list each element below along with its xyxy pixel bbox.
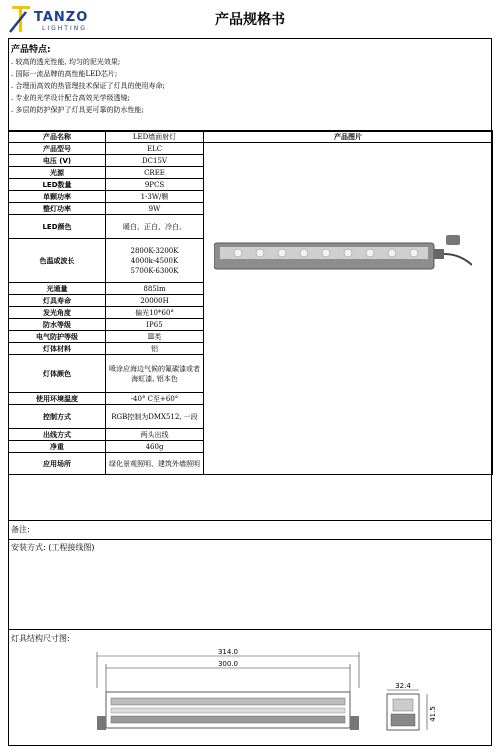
spec-key: 控制方式 xyxy=(9,405,106,429)
picture-header: 产品图片 xyxy=(204,131,493,143)
spec-key: 电气防护等级 xyxy=(9,331,106,343)
spec-value: -40° C至+60° xyxy=(106,393,204,405)
spec-key: 应用场所 xyxy=(9,453,106,475)
height-label: 41.5 xyxy=(429,706,437,722)
features-list xyxy=(11,56,165,116)
feature-item: . 较高的透光性能, 均匀的泥光效果; xyxy=(11,58,121,66)
dimension-drawing xyxy=(89,644,449,742)
spec-value: LED墙面射灯 xyxy=(106,131,204,143)
spec-key: 光通量 xyxy=(9,283,106,295)
spec-key: LED颜色 xyxy=(9,215,106,239)
spec-key: LED数量 xyxy=(9,179,106,191)
remark-section xyxy=(9,520,491,540)
spec-key: 净重 xyxy=(9,441,106,453)
product-picture-cell xyxy=(204,143,493,475)
end-cap-left xyxy=(97,716,106,730)
feature-item: . 多层的防护保护了灯具更可靠的防水性能; xyxy=(11,106,144,114)
spec-key: 电压 (V) xyxy=(9,155,106,167)
overall-length-label: 314.0 xyxy=(217,648,239,656)
remark-label: 备注: xyxy=(11,525,30,534)
spec-value: 2800K-3200K 4000k-4500K 5700K-6300K xyxy=(106,239,204,283)
spec-value: 9PCS xyxy=(106,179,204,191)
spec-value: 暖白、正白、冷白、 xyxy=(106,215,204,239)
spec-key: 灯体颜色 xyxy=(9,355,106,393)
dimension-label: 灯具结构尺寸图: xyxy=(11,634,70,643)
spec-value: 885lm xyxy=(106,283,204,295)
features-title: 产品特点: xyxy=(11,45,51,55)
spec-key: 灯体材料 xyxy=(9,343,106,355)
spec-value: 两头出线 xyxy=(106,429,204,441)
installation-section xyxy=(9,539,491,630)
spec-value: 9W xyxy=(106,203,204,215)
spec-key: 发光角度 xyxy=(9,307,106,319)
spec-value: 460g xyxy=(106,441,204,453)
spec-key: 单颗功率 xyxy=(9,191,106,203)
spec-table xyxy=(8,130,493,475)
spec-value: 偏光10*60° xyxy=(106,307,204,319)
spec-key: 色温或波长 xyxy=(9,239,106,283)
width-label: 32.4 xyxy=(395,682,411,690)
spec-table-section xyxy=(9,131,491,520)
header xyxy=(0,0,500,36)
spec-key: 光源 xyxy=(9,167,106,179)
spec-frame xyxy=(8,38,492,746)
spec-value: 喷涂应海边气候的氟碳漆或者海虹漆, 铝本色 xyxy=(106,355,204,393)
feature-item: . 合理而高效的热管理技术保证了灯具的使用寿命; xyxy=(11,82,165,90)
document-title: 产品规格书 xyxy=(215,12,285,28)
end-cap-right xyxy=(350,716,359,730)
spec-key: 灯具寿命 xyxy=(9,295,106,307)
feature-item: . 专业的光学设计配合高效光学级透镜; xyxy=(11,94,130,102)
spec-row xyxy=(9,143,493,155)
features-section xyxy=(9,39,491,132)
installation-label: 安装方式: (工程接线图) xyxy=(11,543,95,552)
spec-value: IP65 xyxy=(106,319,204,331)
dimension-section xyxy=(9,630,491,745)
body-length-label: 300.0 xyxy=(217,660,239,668)
spec-value: Ⅲ类 xyxy=(106,331,204,343)
spec-key: 出线方式 xyxy=(9,429,106,441)
logo-sub-text: LIGHTING xyxy=(42,25,87,32)
spec-value: RGB控制为DMX512, 一段 xyxy=(106,405,204,429)
product-photo-icon xyxy=(214,229,472,275)
spec-value: ELC xyxy=(106,143,204,155)
logo-brand-text: TANZO xyxy=(34,10,89,25)
feature-item: . 国际一流品牌的高性能LED芯片; xyxy=(11,70,118,78)
spec-value: 1-3W/颗 xyxy=(106,191,204,203)
spec-key: 使用环境温度 xyxy=(9,393,106,405)
spec-value: 铝 xyxy=(106,343,204,355)
spec-row xyxy=(9,131,493,143)
spec-key: 产品型号 xyxy=(9,143,106,155)
spec-value: 绿化景观照明、建筑外墙照明 xyxy=(106,453,204,475)
spec-value: 20000H xyxy=(106,295,204,307)
spec-key: 防水等级 xyxy=(9,319,106,331)
spec-key: 整灯功率 xyxy=(9,203,106,215)
spec-key: 产品名称 xyxy=(9,131,106,143)
spec-value: CREE xyxy=(106,167,204,179)
spec-value: DC15V xyxy=(106,155,204,167)
